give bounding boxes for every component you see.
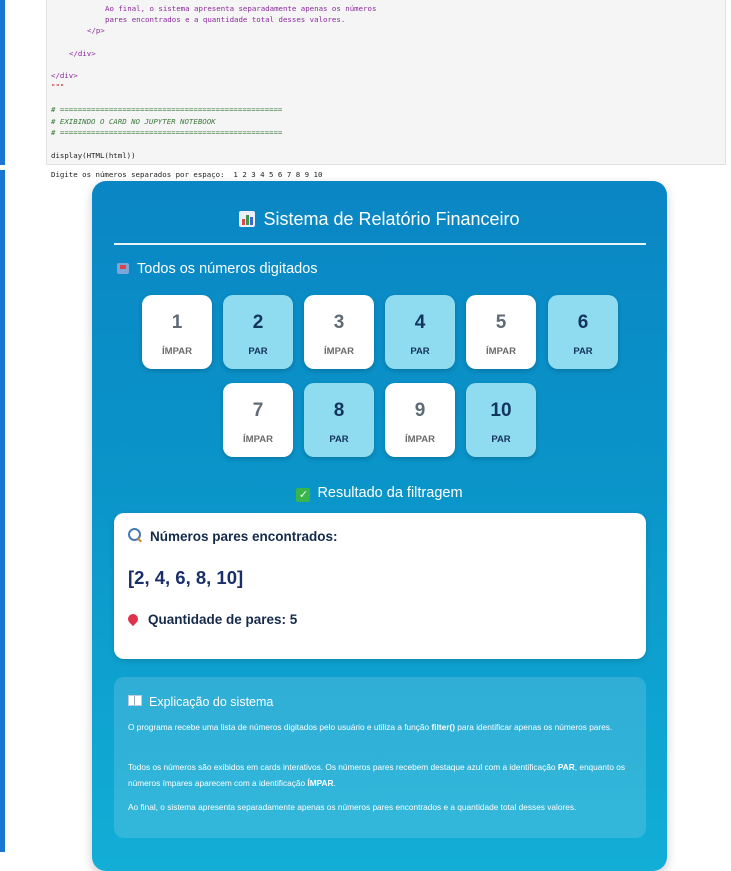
explanation-text: O programa recebe uma lista de números digitados pelo usuário e utiliza a função [128, 722, 432, 732]
code-line: pares encontrados e a quantidade total desses valores. [105, 15, 346, 24]
even-numbers-heading-text: Números pares encontrados: [150, 529, 338, 544]
explanation-heading [128, 695, 273, 709]
tile-number: 4 [414, 312, 426, 333]
magnifier-icon [128, 528, 141, 541]
code-comment: # EXIBINDO O CARD NO JUPYTER NOTEBOOK [51, 117, 216, 126]
pushpin-icon [126, 612, 140, 626]
explanation-paragraph [128, 719, 628, 735]
tile-label: ÍMPAR [324, 346, 354, 357]
even-numbers-heading [128, 528, 338, 544]
explanation-heading-text: Explicação do sistema [149, 695, 274, 709]
number-tile[interactable] [385, 383, 455, 457]
tile-label: ÍMPAR [405, 434, 435, 445]
explanation-text: Todos os números são exibidos em cards interativos. Os números pares recebem destaque azul com a identificação [128, 762, 558, 772]
explanation-emphasis: filter() [431, 722, 455, 732]
tile-number: 8 [333, 400, 345, 421]
bar-chart-icon [239, 211, 255, 227]
code-line: </div> [69, 49, 96, 58]
even-count [128, 612, 297, 627]
tile-number: 5 [495, 312, 507, 333]
number-tile[interactable] [466, 295, 536, 369]
title-divider [114, 243, 646, 245]
code-line: display(HTML(html)) [51, 151, 136, 160]
tile-number: 9 [414, 400, 426, 421]
code-comment: # ================================================== [51, 128, 283, 137]
explanation-paragraph [128, 759, 628, 791]
explanation-text: , enquanto os números ímpares aparecem com a identificação [128, 762, 626, 788]
all-numbers-heading [117, 261, 318, 277]
tile-label: ÍMPAR [486, 346, 516, 357]
code-line: """ [51, 82, 65, 91]
code-line: </div> [51, 71, 78, 80]
result-box [114, 513, 646, 659]
tile-label: PAR [491, 434, 511, 445]
tile-label: PAR [248, 346, 268, 357]
tile-number: 6 [577, 312, 589, 333]
tile-label: PAR [410, 346, 430, 357]
explanation-text: para identificar apenas os números pares. [454, 722, 613, 732]
number-tile[interactable] [304, 295, 374, 369]
tile-number: 10 [490, 400, 512, 421]
check-mark-icon: ✓ [296, 488, 310, 502]
card-title-text: Sistema de Relatório Financeiro [263, 209, 520, 229]
report-card [92, 181, 667, 871]
code-line: </p> [87, 26, 105, 35]
number-tile[interactable] [223, 383, 293, 457]
number-tile[interactable] [304, 383, 374, 457]
tile-label: ÍMPAR [243, 434, 273, 445]
inbox-tray-icon [117, 263, 129, 274]
filter-heading-text: Resultado da filtragem [317, 485, 463, 501]
card-title [92, 209, 667, 230]
open-book-icon [128, 695, 142, 706]
number-tile[interactable] [385, 295, 455, 369]
stdout-text: Digite os números separados por espaço: 1 2 3 4 5 6 7 8 9 10 [51, 170, 323, 179]
tile-label: PAR [329, 434, 349, 445]
tile-number: 7 [252, 400, 264, 421]
code-cell[interactable] [46, 0, 726, 165]
tile-number: 3 [333, 312, 345, 333]
cell-indicator-bar[interactable] [0, 0, 5, 165]
explanation-paragraph: Ao final, o sistema apresenta separadamente apenas os números pares encontrados e a quantidade total desses valores. [128, 802, 577, 812]
tile-label: PAR [573, 346, 593, 357]
output-indicator-bar[interactable] [0, 170, 5, 852]
number-tile[interactable] [466, 383, 536, 457]
number-tile[interactable] [142, 295, 212, 369]
number-tile[interactable] [548, 295, 618, 369]
code-comment: # ================================================== [51, 105, 283, 114]
all-numbers-heading-text: Todos os números digitados [137, 261, 318, 277]
tile-number: 1 [171, 312, 183, 333]
even-numbers-list: [2, 4, 6, 8, 10] [128, 567, 244, 588]
tile-number: 2 [252, 312, 264, 333]
number-tile[interactable] [223, 295, 293, 369]
code-line: Ao final, o sistema apresenta separadamente apenas os números [105, 4, 377, 13]
explanation-box [114, 677, 646, 838]
tile-label: ÍMPAR [162, 346, 192, 357]
even-count-text: Quantidade de pares: 5 [148, 612, 298, 627]
filter-heading [92, 485, 667, 502]
explanation-emphasis: PAR [557, 762, 575, 772]
explanation-text: . [333, 778, 336, 788]
explanation-emphasis: ÍMPAR [307, 778, 334, 788]
